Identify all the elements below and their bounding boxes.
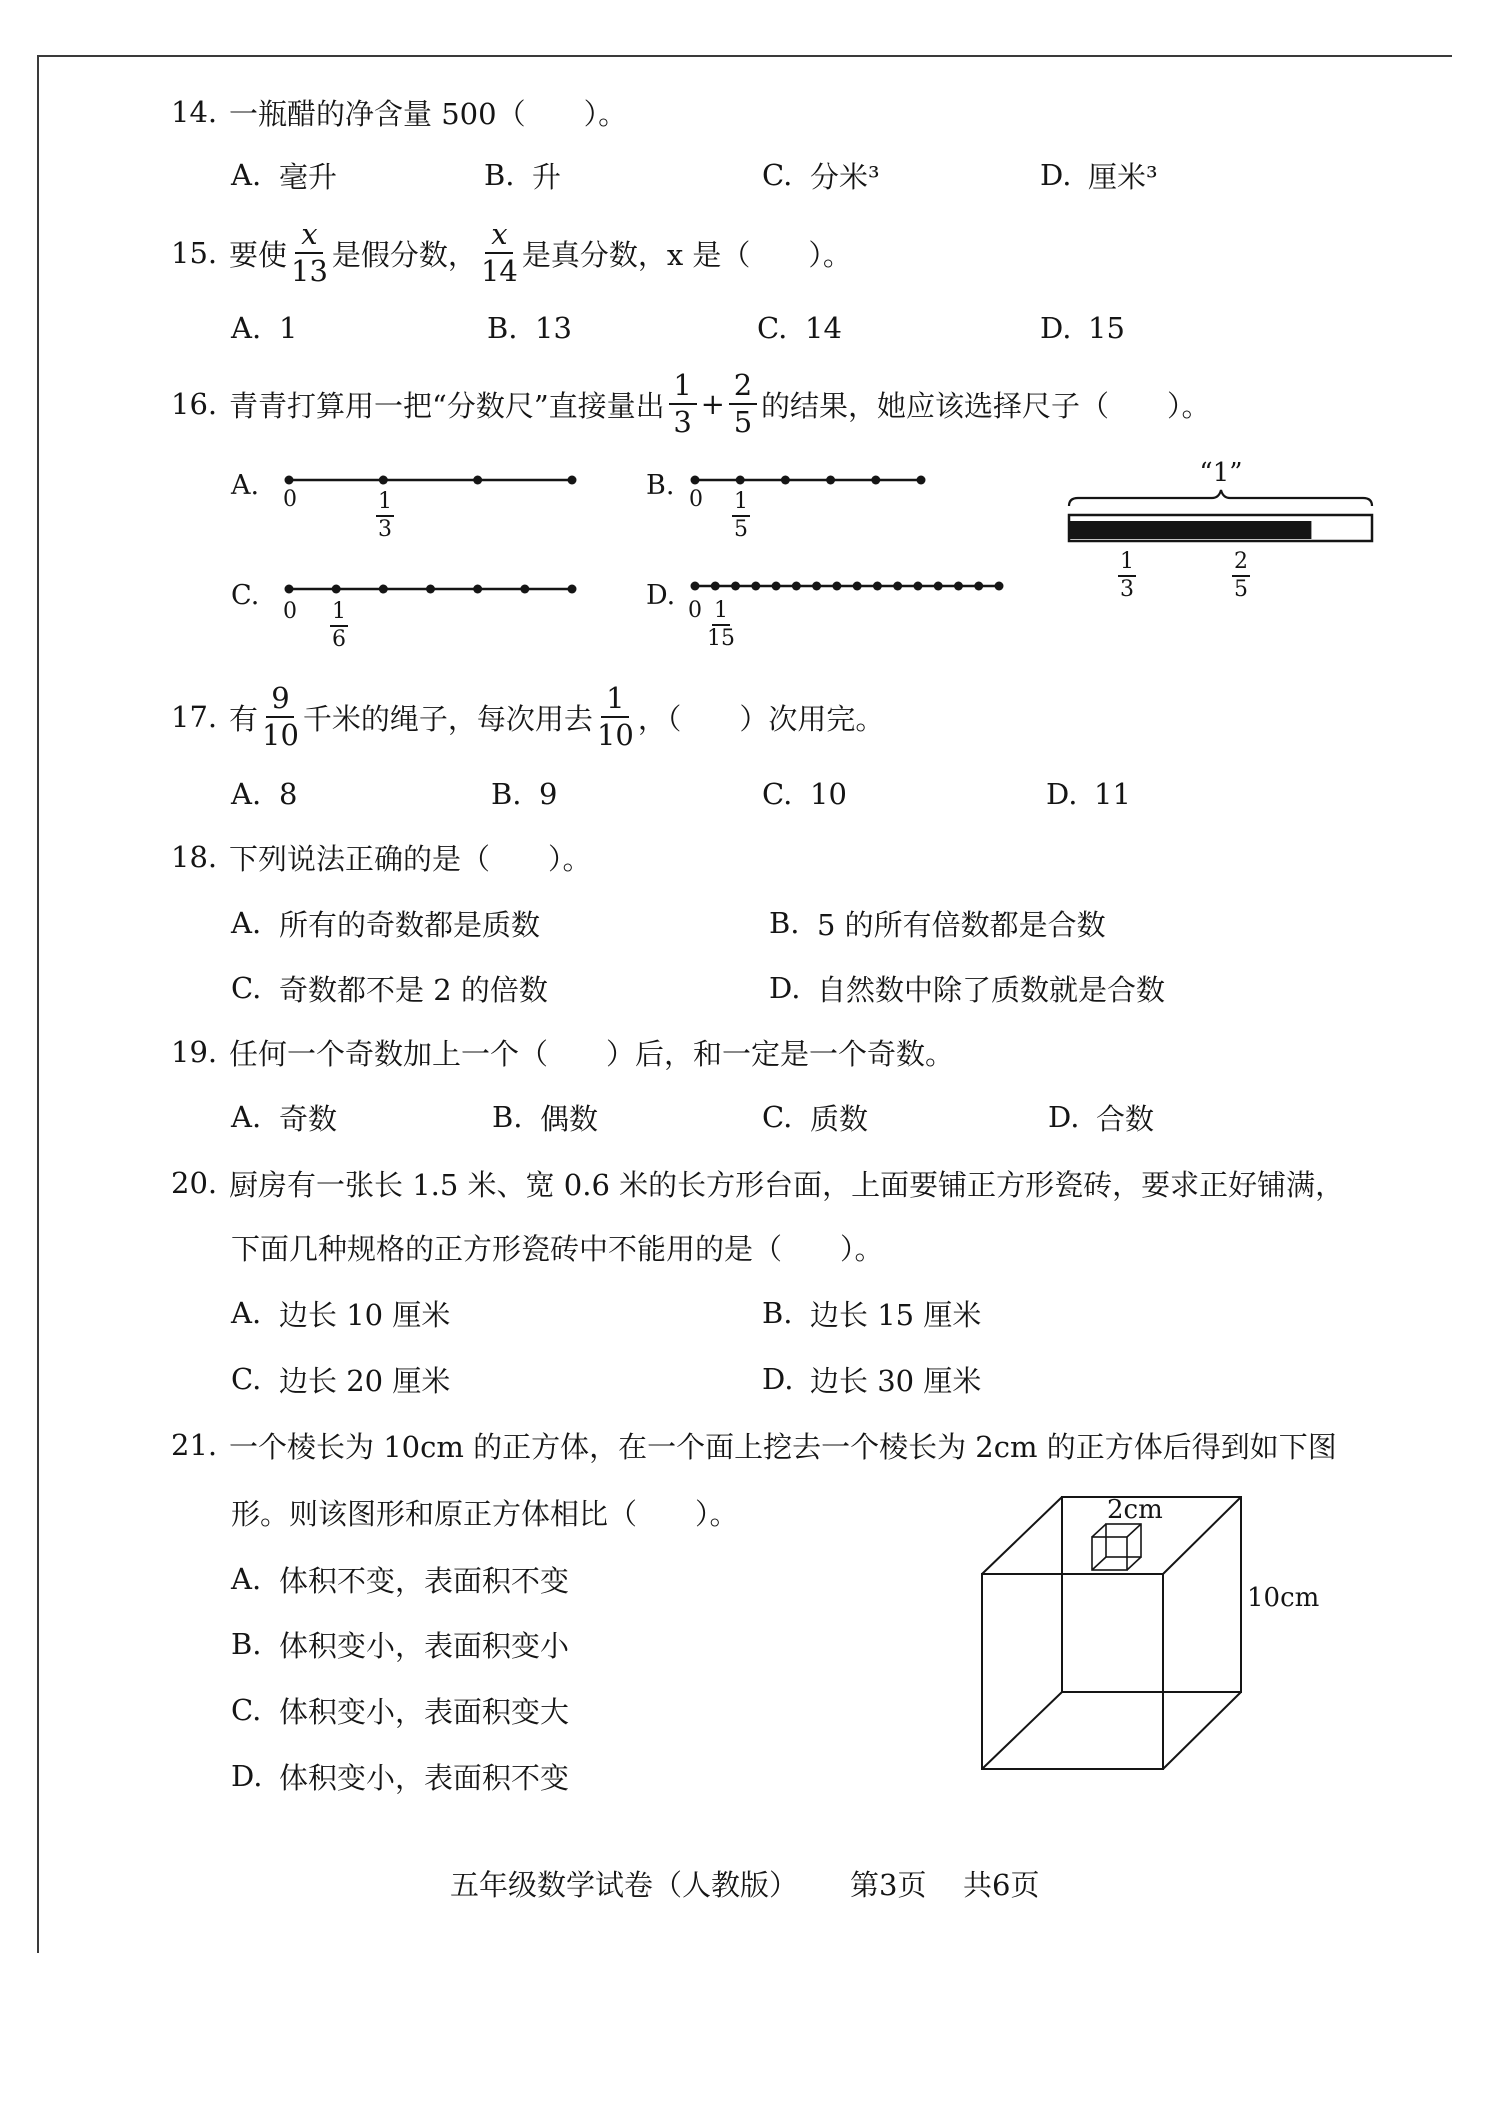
option-letter: D. (1040, 158, 1072, 192)
option-text: 合数 (1096, 1101, 1155, 1136)
ruler-tick-dot (473, 476, 482, 485)
fraction (596, 681, 634, 752)
option-letter: A. (231, 1296, 262, 1330)
fraction-denominator: 3 (378, 517, 392, 542)
ruler-a-zero: 0 (283, 487, 297, 512)
ruler-tick-dot (568, 585, 577, 594)
bar-mark-one-third (1118, 551, 1136, 601)
fraction-denominator: 14 (480, 254, 518, 288)
question-20-continued (231, 1227, 884, 1267)
ruler-d-zero: 0 (688, 598, 702, 623)
option-text: 9 (539, 777, 558, 811)
ruler-tick-dot (832, 582, 841, 591)
ruler-a-tick-fraction (376, 491, 394, 541)
ruler-tick-dot (974, 582, 983, 591)
question-14 (171, 92, 627, 132)
ruler-tick-dot (913, 582, 922, 591)
question-stem: 任何一个奇数加上一个（ ）后，和一定是一个奇数。 (229, 1036, 955, 1071)
small-cube-edge (1127, 1524, 1141, 1537)
q21-option-a (231, 1559, 569, 1599)
ruler-tick-dot (332, 585, 341, 594)
option-text: 5 的所有倍数都是合数 (817, 907, 1106, 942)
ruler-b (689, 472, 927, 488)
option-text: 厘米³ (1088, 159, 1158, 194)
stem-text: 要使 (229, 237, 288, 272)
option-text: 8 (279, 777, 298, 811)
ruler-tick-dot (568, 476, 577, 485)
q20-option-a (231, 1293, 450, 1333)
ruler-tick-dot (473, 585, 482, 594)
question-stem: 形。则该图形和原正方体相比（ ）。 (231, 1496, 739, 1531)
ruler-b-tick-fraction (732, 491, 750, 541)
question-number: 19. (171, 1035, 218, 1069)
ruler-tick-dot (736, 476, 745, 485)
cube-edge (1163, 1497, 1241, 1574)
q18-option-a (231, 903, 540, 943)
ruler-tick-dot (285, 585, 294, 594)
ruler-tick-dot (781, 476, 790, 485)
fraction-denominator: 10 (596, 718, 634, 752)
question-stem: 下列说法正确的是（ ）。 (229, 841, 592, 876)
option-letter: C. (231, 1693, 262, 1727)
ruler-tick-dot (379, 476, 388, 485)
small-edge-label: 2cm (1107, 1495, 1163, 1525)
fraction-denominator: 5 (1234, 577, 1248, 602)
q15-option-d (1040, 308, 1125, 348)
option-letter: D. (1040, 311, 1072, 345)
q21-option-b (231, 1624, 569, 1664)
fraction-bar-figure (1066, 488, 1376, 546)
ruler-tick-dot (379, 585, 388, 594)
small-cube (1092, 1524, 1141, 1570)
option-letter: A. (231, 311, 262, 345)
ruler-tick-dot (917, 476, 926, 485)
q20-option-b (762, 1293, 981, 1333)
q19-option-c (762, 1097, 868, 1137)
q14-option-d (1040, 155, 1158, 195)
ruler-tick-dot (934, 582, 943, 591)
fraction-numerator: 1 (732, 491, 750, 517)
option-letter: A. (231, 1100, 262, 1134)
fraction (729, 368, 757, 439)
small-cube-edge (1092, 1524, 1106, 1537)
fraction-denominator: 5 (733, 405, 753, 439)
question-20 (171, 1163, 1344, 1203)
stem-text: 青青打算用一把“分数尺”直接量出 (229, 388, 665, 423)
cube-front-face (982, 1574, 1163, 1769)
question-stem: 下面几种规格的正方形瓷砖中不能用的是（ ）。 (231, 1231, 884, 1266)
ruler-tick-dot (954, 582, 963, 591)
option-text: 10 (810, 777, 847, 811)
option-letter: C. (762, 158, 793, 192)
question-19 (171, 1032, 954, 1072)
fraction-numerator: 1 (1118, 551, 1136, 577)
option-letter: D. (762, 1362, 794, 1396)
option-letter: B. (231, 1627, 262, 1661)
option-letter: A. (231, 906, 262, 940)
brace-shape (1069, 490, 1372, 506)
option-text: 13 (535, 311, 572, 345)
option-text: 分米³ (810, 159, 880, 194)
cube-edge (1163, 1692, 1241, 1769)
stem-text: 是真分数，x 是（ ）。 (521, 237, 852, 272)
option-text: 边长 10 厘米 (279, 1297, 451, 1332)
question-number: 20. (171, 1166, 218, 1200)
option-text: 奇数 (279, 1101, 338, 1136)
option-text: 体积变小，表面积变小 (279, 1628, 570, 1663)
small-cube-edge (1092, 1557, 1106, 1570)
option-letter: B. (487, 311, 518, 345)
option-letter: B. (491, 777, 522, 811)
ruler-d-label: D. (646, 580, 676, 611)
fraction-numerator: 9 (266, 684, 294, 718)
ruler-c-label: C. (231, 580, 260, 611)
ruler-tick-dot (691, 476, 700, 485)
fraction-denominator: 5 (734, 517, 748, 542)
cube-edge (982, 1692, 1062, 1769)
cube-figure (960, 1480, 1320, 1780)
q14-option-c (762, 155, 880, 195)
option-text: 毫升 (279, 159, 338, 194)
option-text: 自然数中除了质数就是合数 (817, 972, 1166, 1007)
ruler-tick-dot (812, 582, 821, 591)
q18-option-b (769, 903, 1106, 943)
question-21 (171, 1425, 1337, 1465)
question-number: 15. (171, 236, 218, 270)
option-letter: D. (231, 1759, 263, 1793)
ruler-tick-dot (826, 476, 835, 485)
ruler-c-zero: 0 (283, 599, 297, 624)
fraction-numerator: 1 (712, 600, 730, 626)
ruler-tick-dot (995, 582, 1004, 591)
fraction-numerator: 1 (330, 601, 348, 627)
q17-option-b (491, 774, 557, 814)
ruler-b-zero: 0 (689, 487, 703, 512)
footer-total: 共6页 (963, 1868, 1040, 1902)
q17-option-a (231, 774, 297, 814)
ruler-tick-dot (893, 582, 902, 591)
stem-text: 是假分数， (331, 237, 477, 272)
option-letter: C. (231, 1362, 262, 1396)
option-letter: A. (231, 158, 262, 192)
question-stem: 一瓶醋的净含量 500（ ）。 (229, 96, 628, 131)
q21-option-c (231, 1690, 569, 1730)
page-border-top (38, 55, 1452, 57)
ruler-tick-dot (731, 582, 740, 591)
option-letter: B. (769, 906, 800, 940)
fraction-numerator: 1 (376, 491, 394, 517)
option-letter: C. (231, 971, 262, 1005)
cube-back-face (1062, 1497, 1241, 1692)
fraction-numerator: 1 (601, 684, 629, 718)
stem-text: 有 (229, 701, 259, 736)
fraction-numerator: 2 (729, 371, 757, 405)
option-letter: D. (1046, 777, 1078, 811)
option-text: 奇数都不是 2 的倍数 (279, 972, 548, 1007)
question-number: 17. (171, 700, 218, 734)
question-number: 14. (171, 95, 218, 129)
ruler-tick-dot (871, 476, 880, 485)
ruler-a (283, 472, 578, 488)
ruler-d (689, 578, 1005, 594)
q17-option-d (1046, 774, 1131, 814)
q17-option-c (762, 774, 847, 814)
stem-text: 千米的绳子，每次用去 (302, 701, 593, 736)
q20-option-d (762, 1359, 981, 1399)
q21-option-d (231, 1756, 569, 1796)
ruler-tick-dot (853, 582, 862, 591)
option-text: 14 (805, 311, 842, 345)
q15-option-a (231, 308, 297, 348)
question-stem: 厨房有一张长 1.5 米、宽 0.6 米的长方形台面，上面要铺正方形瓷砖，要求正好铺满， (229, 1167, 1345, 1202)
option-letter: D. (769, 971, 801, 1005)
fraction-denominator: 3 (673, 405, 692, 439)
ruler-tick-dot (873, 582, 882, 591)
question-16 (171, 368, 1210, 440)
whole-label: “1” (1199, 458, 1243, 488)
option-text: 质数 (810, 1101, 869, 1136)
option-text: 1 (279, 311, 298, 345)
fraction-denominator: 15 (707, 626, 735, 651)
fraction-denominator: 13 (291, 254, 328, 288)
q15-option-c (757, 308, 842, 348)
option-text: 体积变小，表面积变大 (279, 1694, 570, 1729)
option-letter: C. (762, 1100, 793, 1134)
plus-sign: + (700, 387, 725, 421)
ruler-b-label: B. (646, 470, 675, 501)
option-letter: D. (1048, 1100, 1080, 1134)
fraction-denominator: 6 (332, 627, 346, 652)
ruler-tick-dot (426, 585, 435, 594)
question-15 (171, 217, 852, 289)
question-18 (171, 837, 592, 877)
ruler-tick-dot (691, 582, 700, 591)
fraction-numerator: x (485, 220, 513, 254)
option-text: 边长 15 厘米 (810, 1297, 982, 1332)
ruler-tick-dot (285, 476, 294, 485)
question-number: 16. (171, 387, 218, 421)
fraction (262, 681, 299, 752)
option-text: 体积不变，表面积不变 (279, 1563, 570, 1598)
ruler-tick-dot (711, 582, 720, 591)
q18-option-d (769, 968, 1165, 1008)
small-cube-edge (1127, 1557, 1141, 1570)
footer-page: 第3页 (850, 1868, 927, 1902)
option-text: 15 (1088, 311, 1125, 345)
fraction-denominator: 10 (262, 718, 299, 752)
option-text: 体积变小，表面积不变 (279, 1760, 570, 1795)
ruler-tick-dot (520, 585, 529, 594)
ruler-tick-dot (772, 582, 781, 591)
fraction-bar-fill (1069, 521, 1311, 539)
fraction (669, 368, 697, 439)
q14-option-b (484, 155, 561, 195)
option-letter: B. (492, 1100, 523, 1134)
large-edge-label: 10cm (1247, 1583, 1320, 1613)
q20-option-c (231, 1359, 450, 1399)
q19-option-b (492, 1097, 598, 1137)
q18-option-c (231, 968, 548, 1008)
option-text: 所有的奇数都是质数 (279, 907, 541, 942)
option-letter: C. (762, 777, 793, 811)
fraction-numerator: 1 (669, 371, 697, 405)
option-letter: C. (757, 311, 788, 345)
question-number: 18. (171, 840, 218, 874)
ruler-c (283, 581, 578, 597)
bar-mark-two-fifths (1232, 551, 1250, 601)
page-border-left (37, 55, 39, 1953)
q15-option-b (487, 308, 572, 348)
option-text: 边长 30 厘米 (810, 1363, 982, 1398)
stem-text: 的结果，她应该选择尺子（ ）。 (760, 388, 1211, 423)
fraction-numerator: 2 (1232, 551, 1250, 577)
option-text: 边长 20 厘米 (279, 1363, 451, 1398)
question-21-continued (231, 1492, 739, 1532)
ruler-c-tick-fraction (330, 601, 348, 651)
q19-option-a (231, 1097, 337, 1137)
fraction (291, 217, 328, 288)
fraction-numerator: x (295, 220, 323, 254)
option-letter: B. (484, 158, 515, 192)
option-letter: A. (231, 777, 262, 811)
q14-option-a (231, 155, 337, 195)
ruler-d-tick-fraction (707, 600, 735, 650)
stem-text: ，（ ）次用完。 (637, 701, 885, 736)
option-text: 11 (1094, 777, 1131, 811)
fraction (480, 217, 518, 288)
option-text: 偶数 (540, 1101, 599, 1136)
ruler-a-label: A. (231, 470, 260, 501)
cube-edge (982, 1497, 1062, 1574)
option-text: 升 (532, 159, 562, 194)
q19-option-d (1048, 1097, 1154, 1137)
question-stem: 一个棱长为 10cm 的正方体，在一个面上挖去一个棱长为 2cm 的正方体后得到如下图 (229, 1429, 1337, 1464)
footer-title: 五年级数学试卷（人教版） (450, 1868, 799, 1902)
option-letter: B. (762, 1296, 793, 1330)
option-letter: A. (231, 1562, 262, 1596)
question-number: 21. (171, 1428, 218, 1462)
ruler-tick-dot (751, 582, 760, 591)
question-17 (171, 681, 884, 753)
fraction-denominator: 3 (1120, 577, 1134, 602)
ruler-tick-dot (792, 582, 801, 591)
